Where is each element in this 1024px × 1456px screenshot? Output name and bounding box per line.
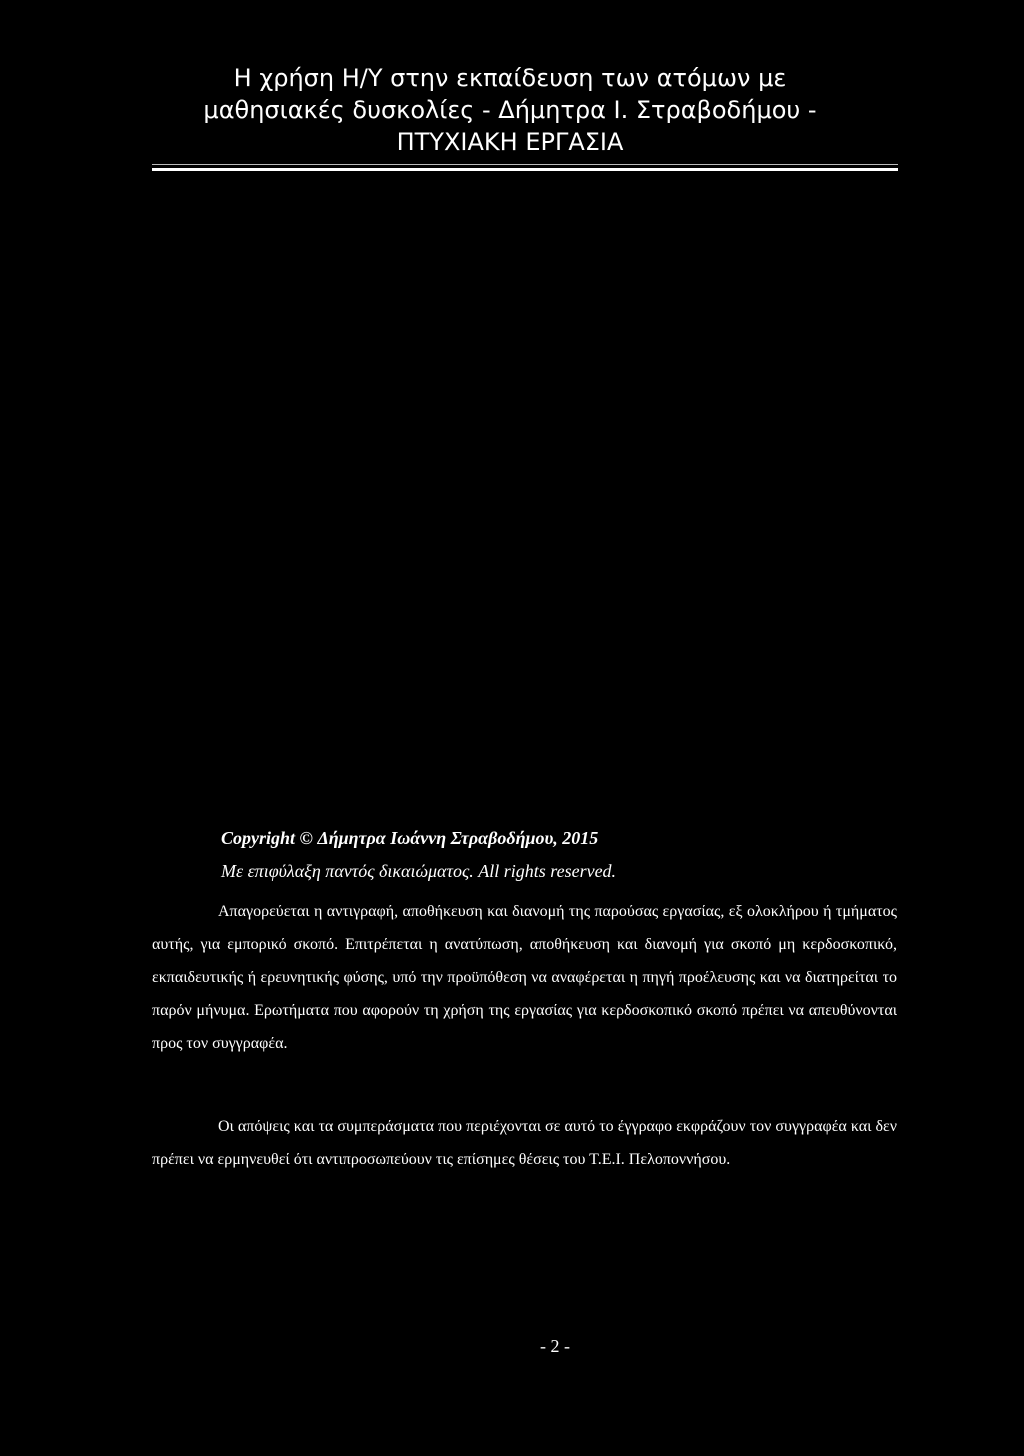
running-header: Η χρήση Η/Υ στην εκπαίδευση των ατόμων με μαθησιακές δυσκολίες - Δήμητρα Ι. Στραβοδήμου - ΠΤΥΧΙΑΚΗ ΕΡΓΑΣΙΑ xyxy=(203,64,817,156)
header-rule-thin xyxy=(152,164,898,165)
header-rule xyxy=(152,168,898,171)
copyright-line: Copyright © Δήμητρα Ιωάννη Στραβοδήμου, 2015 xyxy=(221,828,599,848)
disclaimer-paragraph: Οι απόψεις και τα συμπεράσματα που περιέχονται σε αυτό το έγγραφο εκφράζουν τον συγγραφέα και δεν πρέπει να ερμηνευθεί ότι αντιπροσωπεύουν τις επίσημες θέσεις του Τ.Ε.Ι. Πελοποννήσου. xyxy=(152,1118,897,1168)
usage-terms-paragraph: Απαγορεύεται η αντιγραφή, αποθήκευση και διανομή της παρούσας εργασίας, εξ ολοκλήρου ή τμήματος αυτής, για εμπορικό σκοπό. Επιτρέπεται η ανατύπωση, αποθήκευση και διανομή για σκοπό μη κερδοσκοπικό, εκπαιδευτικής ή ερευνητικής φύσης, υπό την προϋπόθεση να αναφέρεται η πηγή προέλευσης και να διατηρείται το παρόν μήνυμα. Ερωτήματα που αφορούν τη χρήση της εργασίας για κερδοσκοπικό σκοπό πρέπει να απευθύνονται προς τον συγγραφέα. xyxy=(152,903,897,1052)
page-number: - 2 - xyxy=(540,1336,570,1356)
rights-reserved-line: Με επιφύλαξη παντός δικαιώματος. All rights reserved. xyxy=(221,861,617,881)
